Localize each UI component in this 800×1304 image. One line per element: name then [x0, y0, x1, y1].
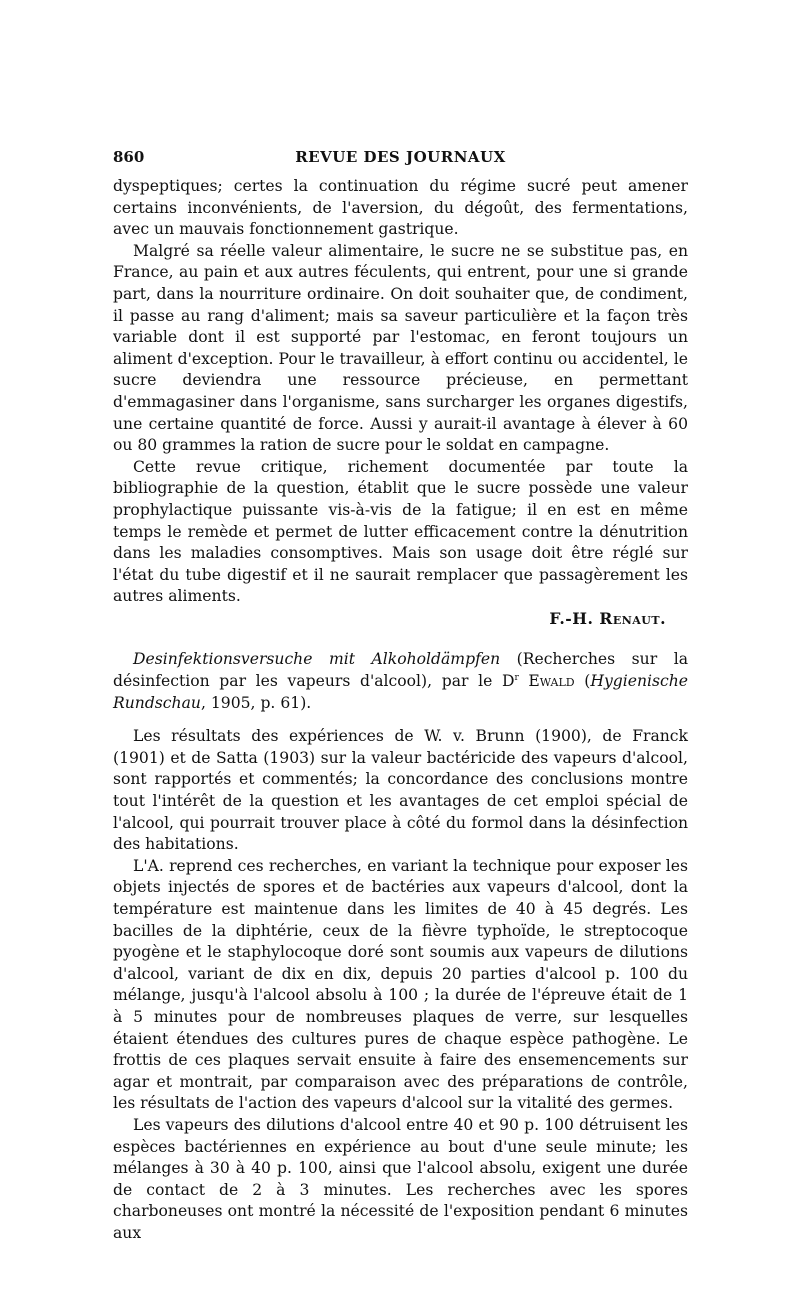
review-alcohol-disinfection — [113, 726, 688, 1244]
review-title — [113, 649, 688, 714]
source-reference: , 1905, p. 61). — [200, 693, 312, 712]
journal-page — [113, 148, 688, 1245]
source-open: ( — [574, 672, 591, 691]
paragraph: Les vapeurs des dilutions d'alcool entre 40 et 90 p. 100 détruisent les espèces bactériennes en expérience au bout d'une seule minute; les mélanges à 30 à 40 p. 100, ainsi que l'alcool absolu, exigent une durée de contact de 2 à 3 minutes. Les recherches avec les spores charboneuses ont montré la nécessité de l'exposition pendant 6 minutes aux — [113, 1115, 688, 1242]
review-sugar-continuation — [113, 176, 688, 629]
page-number: 860 — [113, 148, 145, 166]
paragraph: Malgré sa réelle valeur alimentaire, le sucre ne se substitue pas, en France, au pain et aux autres féculents, qui entrent, pour une si grande part, dans la nourriture ordinaire. On doit souhaiter que, de condiment, il passe au rang d'aliment; mais sa saveur particulière et la façon très variable dont il est supporté par l'estomac, en feront toujours un aliment d'exception. Pour le travailleur, à effort continu ou accidentel, le sucre deviendra une ressource précieuse, en permettant d'emmagasiner dans l'organisme, sans surcharger les organes digestifs, une certaine quantité de force. Aussi y aurait-il avantage à élever à 60 ou 80 grammes la ration de sucre pour le soldat en campagne. — [113, 241, 688, 455]
paragraph: Cette revue critique, richement documentée par toute la bibliographie de la question, établit que le sucre possède une valeur prophylactique puissante vis-à-vis de la fatigue; il en est en même temps le remède et permet de lutter efficacement contre la dénutrition dans les maladies consomptives. Mais son usage doit être réglé sur l'état du tube digestif et il ne saurait remplacer que passagèrement les autres aliments. — [113, 457, 688, 606]
signature-initials: F.-H. — [549, 608, 600, 628]
paragraph: Les résultats des expériences de W. v. Brunn (1900), de Franck (1901) et de Satta (1903) sur la valeur bactéricide des vapeurs d'alcool, sont rapportés et commentés; la concordance des conclusions montre tout l'intérêt de la question et les avantages de cet emploi spécial de l'alcool, qui pourrait trouver place à côté du formol dans la désinfection des habitations. — [113, 727, 688, 854]
article-title-translation: (Recherches sur la désinfection par les vapeurs d'alcool), par le D — [113, 650, 688, 691]
paragraph: dyspeptiques; certes la continuation du régime sucré peut amener certains inconvénients, de l'aversion, du dégoût, des fermentations, avec un mauvais fonctionnement gastrique. — [113, 177, 688, 239]
source-journal: Hygienische Rundschau — [113, 672, 689, 712]
review-heading — [113, 649, 688, 714]
paragraph: L'A. reprend ces recherches, en variant la technique pour exposer les objets injectés de spores et de bactéries aux vapeurs d'alcool, dont la température est maintenue dans les limites de 40 à 45 degrés. Les bacilles de la diphtérie, ceux de la fièvre typhoïde, le streptocoque pyogène et le staphylocoque doré sont soumis aux vapeurs de dilutions d'alcool, variant de dix en dix, depuis 20 parties d'alcool p. 100 du mélange, jusqu'à l'alcool absolu à 100 ; la durée de l'épreuve était de 1 à 5 minutes pour de nombreuses plaques de verre, sur lesquelles étaient étendues des cultures pures de chaque espèce pathogène. Le frottis de ces plaques servait ensuite à faire des ensemencements sur agar et montrait, par comparaison avec des préparations de contrôle, les résultats de l'action des vapeurs d'alcool sur la vitalité des germes. — [113, 856, 688, 1113]
article-title-italic: Desinfektionsversuche mit Alkoholdämpfen — [133, 650, 501, 669]
running-head — [113, 148, 688, 172]
signature-name: Renaut. — [599, 608, 666, 628]
article-author: Ewald — [518, 672, 575, 691]
review-signature — [113, 608, 688, 630]
journal-title: REVUE DES JOURNAUX — [295, 148, 506, 166]
doctor-superscript: r — [514, 672, 519, 683]
